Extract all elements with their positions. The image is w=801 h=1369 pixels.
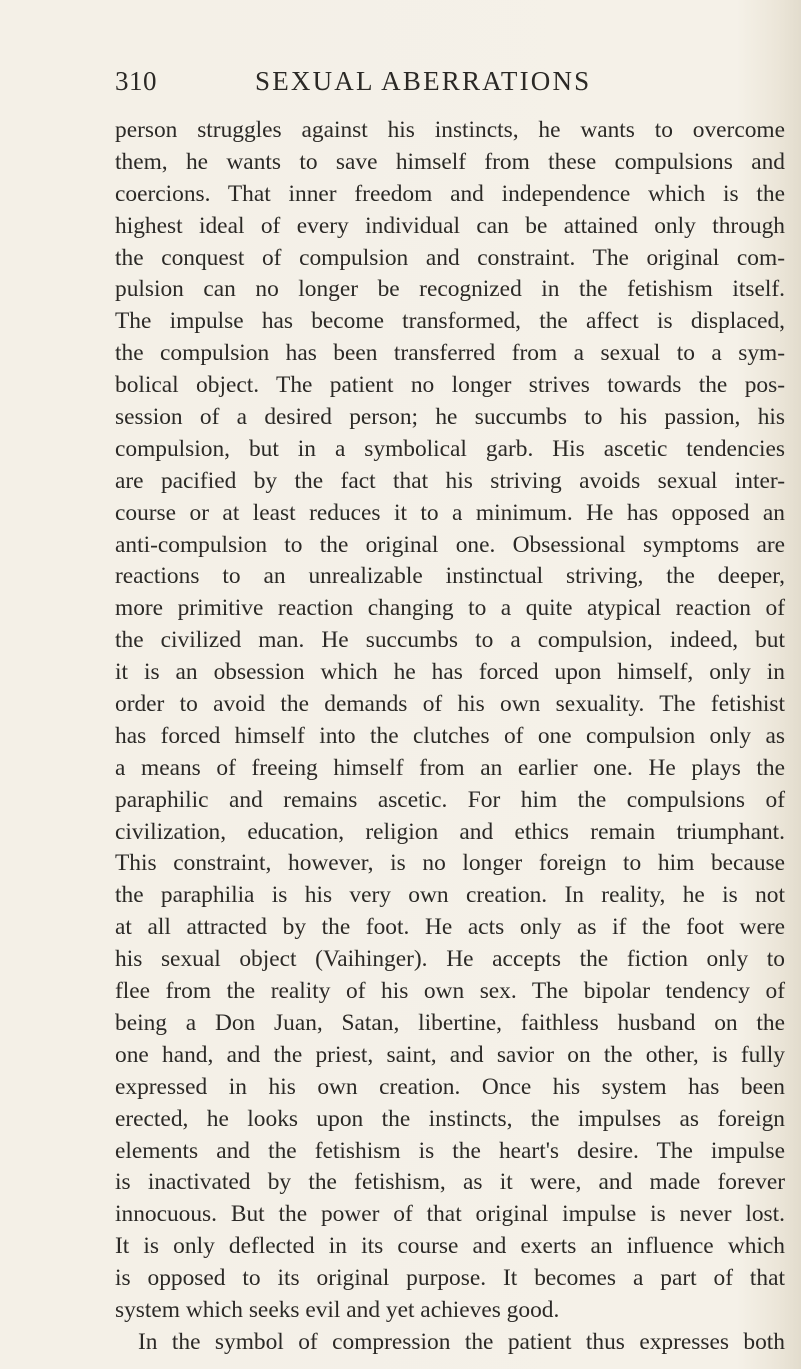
text-line: bolical object. The patient no longer strives towards the pos-: [115, 372, 785, 399]
text-line: erected, he looks upon the instincts, the impulses as foreign: [115, 1105, 785, 1132]
text-line: civilization, education, religion and ethics remain triumphant.: [115, 818, 785, 845]
text-line: the conquest of compulsion and constraint. The original com-: [115, 244, 785, 271]
text-line: is inactivated by the fetishism, as it were, and made forever: [115, 1169, 785, 1196]
text-line: his sexual object (Vaihinger). He accepts the fiction only to: [115, 946, 785, 973]
text-line: reactions to an unrealizable instinctual striving, the deeper,: [115, 563, 785, 590]
text-line: them, he wants to save himself from these compulsions and: [115, 148, 785, 175]
text-line: elements and the fetishism is the heart's desire. The impulse: [115, 1137, 785, 1164]
text-line: the civilized man. He succumbs to a compulsion, indeed, but: [115, 627, 785, 654]
text-line: session of a desired person; he succumbs to his passion, his: [115, 404, 785, 431]
text-line: pulsion can no longer be recognized in the fetishism itself.: [115, 276, 785, 303]
text-line: the paraphilia is his very own creation. In reality, he is not: [115, 882, 785, 909]
page-number: 310: [115, 66, 157, 96]
running-head: SEXUAL ABERRATIONS: [255, 66, 592, 96]
text-line: the compulsion has been transferred from a sexual to a sym-: [115, 340, 785, 367]
text-line: expressed in his own creation. Once his system has been: [115, 1073, 785, 1100]
text-line: it is an obsession which he has forced upon himself, only in: [115, 659, 785, 686]
text-line: being a Don Juan, Satan, libertine, faithless husband on the: [115, 1009, 785, 1036]
text-line: anti-compulsion to the original one. Obsessional symptoms are: [115, 531, 785, 558]
body-text: [115, 115, 785, 1359]
text-line: The impulse has become transformed, the affect is displaced,: [115, 308, 785, 335]
text-line: is opposed to its original purpose. It becomes a part of that: [115, 1265, 785, 1292]
text-line: person struggles against his instincts, he wants to overcome: [115, 117, 785, 143]
text-line-paragraph-end: system which seeks evil and yet achieves good.: [115, 1296, 560, 1323]
text-line: has forced himself into the clutches of one compulsion only as: [115, 722, 785, 749]
text-line: one hand, and the priest, saint, and savior on the other, is fully: [115, 1041, 785, 1068]
text-line: paraphilic and remains ascetic. For him the compulsions of: [115, 786, 785, 813]
text-line: This constraint, however, is no longer foreign to him because: [115, 850, 785, 877]
page-header: [115, 66, 785, 106]
text-line: coercions. That inner freedom and independence which is the: [115, 180, 785, 207]
text-line: more primitive reaction changing to a quite atypical reaction of: [115, 595, 785, 622]
text-line: course or at least reduces it to a minimum. He has opposed an: [115, 499, 785, 526]
text-line: order to avoid the demands of his own sexuality. The fetishist: [115, 691, 785, 718]
text-line: It is only deflected in its course and exerts an influence which: [115, 1233, 785, 1260]
text-line: innocuous. But the power of that original impulse is never lost.: [115, 1201, 785, 1228]
text-line-paragraph-start: In the symbol of compression the patient thus expresses both: [138, 1328, 785, 1355]
text-line: highest ideal of every individual can be attained only through: [115, 212, 785, 239]
text-line: compulsion, but in a symbolical garb. His ascetic tendencies: [115, 435, 785, 462]
text-line: at all attracted by the foot. He acts only as if the foot were: [115, 914, 785, 941]
text-line: flee from the reality of his own sex. The bipolar tendency of: [115, 978, 785, 1005]
text-line: a means of freeing himself from an earlier one. He plays the: [115, 754, 785, 781]
text-line: are pacified by the fact that his striving avoids sexual inter-: [115, 467, 785, 494]
